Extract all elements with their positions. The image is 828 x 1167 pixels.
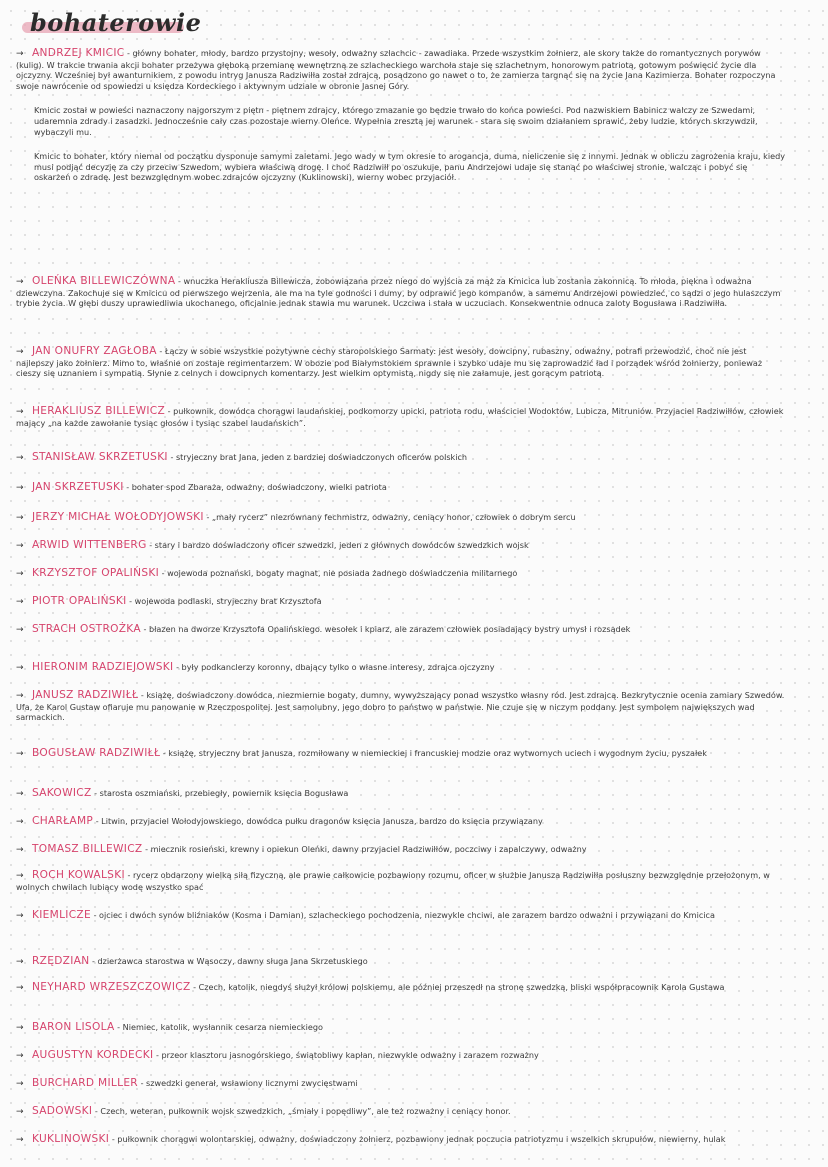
character-name: SADOWSKI — [32, 1105, 93, 1117]
arrow-icon: → — [16, 513, 24, 523]
character-name: BARON LISOLA — [32, 1021, 115, 1033]
paragraph: Kmicic to bohater, który niemal od początku dysponuje samymi zaletami. Jego wady w tym okresie to arogancja, duma, nieliczenie się z innymi. Jednak w obliczu zagrożenia kraju, kiedy musi podjąć decyzję za czy przeciw Szwedom, wybiera właściwą drogę. I choć Radziwiłł po oszukuje, panu Andrzejowi udaje się stanąć po właściwej stronie, walcząc i pobyć się oskarżeń o zdradę. Jest bezwzględnym wobec zdrajców ojczyzny (Kuklinowski), wierny wobec przyjaciół. — [34, 151, 786, 183]
arrow-icon: → — [16, 453, 24, 463]
arrow-icon: → — [16, 541, 24, 551]
arrow-icon: → — [16, 597, 24, 607]
character-name: KRZYSZTOF OPALIŃSKI — [32, 567, 160, 579]
character-description: - rycerz obdarzony wielką siłą fizyczną, ale prawie całkowicie pozbawiony rozumu, oficer w służbie Janusza Radziwiłła posłuszny bezwzględnie przełożonym, w wolnych chwilach lubiący wodę wszystko spać — [16, 870, 770, 892]
character-name: ANDRZEJ KMICIC — [32, 47, 125, 59]
entry-radziejowski — [16, 662, 786, 674]
character-description: - książę, doświadczony dowódca, niezmiernie bogaty, dumny, wywyższający ponad wszystko własny ród. Jest zdrajcą. Bezkrytycznie ocenia zamiary Szwedów. Ufa, że Karol Gustaw ofiaruje mu panowanie w Rzeczpospolitej. Jest samolubny, jego dobro to państwo w państwie. Nie czuje się w niczym poddany. Jest symbolem największych wad sarmackich. — [16, 690, 785, 723]
arrow-icon: → — [16, 1023, 24, 1033]
character-name: SAKOWICZ — [32, 787, 92, 799]
arrow-icon: → — [16, 957, 24, 967]
arrow-icon: → — [16, 789, 24, 799]
character-description: - Niemiec, katolik, wysłannik cesarza niemieckiego — [117, 1022, 323, 1032]
character-name: PIOTR OPALIŃSKI — [32, 595, 127, 607]
arrow-icon: → — [16, 625, 24, 635]
character-name: HERAKLIUSZ BILLEWICZ — [32, 405, 166, 417]
character-name: OLEŃKA BILLEWICZÓWNA — [32, 275, 176, 287]
entry-piotr-opalinski — [16, 596, 786, 608]
character-description: - pułkownik chorągwi wolontarskiej, odważny, doświadczony żołnierz, pozbawiony jednak poczucia patriotyzmu i wszelkich skrupułów, niewierny, hulak — [111, 1134, 726, 1144]
character-name: JAN ONUFRY ZAGŁOBA — [32, 345, 157, 357]
arrow-icon: → — [16, 871, 24, 881]
character-name: ARWID WITTENBERG — [32, 539, 147, 551]
character-name: BURCHARD MILLER — [32, 1077, 138, 1089]
character-name: AUGUSTYN KORDECKI — [32, 1049, 154, 1061]
arrow-icon: → — [16, 347, 24, 357]
character-description: - ojciec i dwóch synów bliźniaków (Kosma i Damian), szlacheckiego pochodzenia, niezwykle chciwi, ale zarazem bardzo odważni i przywiązani do Kmicica — [93, 910, 715, 920]
arrow-icon: → — [16, 817, 24, 827]
character-name: TOMASZ BILLEWICZ — [32, 843, 143, 855]
arrow-icon: → — [16, 845, 24, 855]
arrow-icon: → — [16, 407, 24, 417]
character-name: STANISŁAW SKRZETUSKI — [32, 451, 168, 463]
character-description: - starosta oszmiański, przebiegły, powiernik księcia Bogusława — [94, 788, 349, 798]
paragraph: Kmicic został w powieści naznaczony najgorszym z piętn - piętnem zdrajcy, którego zmazanie go będzie trwało do końca powieści. Pod nazwiskiem Babinicz walczy ze Szwedami, udaremnia zdrady i zasadzki. Jednocześnie cały czas pozostaje wierny Oleńce. Wypełnia zresztą jej warunek - stara się swoim działaniem sprawić, żeby ludzie, których skrzywdził, wybaczyli mu. — [34, 105, 758, 137]
entry-roch-kowalski — [16, 870, 786, 892]
character-description: - Czech, katolik, niegdyś służył królowi polskiemu, ale później przeszedł na stronę szwedzką, bliski współpracownik Karola Gustawa — [193, 982, 725, 992]
character-description: - Litwin, przyjaciel Wołodyjowskiego, dowódca pułku dragonów księcia Janusza, bardzo do księcia przywiązany — [95, 816, 543, 826]
character-description: - były podkanclerzy koronny, dbający tylko o własne interesy, zdrajca ojczyzny — [176, 662, 495, 672]
character-name: KUKLINOWSKI — [32, 1133, 110, 1145]
arrow-icon: → — [16, 1135, 24, 1145]
character-name: CHARŁAMP — [32, 815, 94, 827]
entry-sakowicz — [16, 788, 786, 800]
arrow-icon: → — [16, 663, 24, 673]
character-name: JAN SKRZETUSKI — [32, 481, 124, 493]
character-name: ROCH KOWALSKI — [32, 869, 125, 881]
character-description: - miecznik rosieński, krewny i opiekun Oleńki, dawny przyjaciel Radziwiłłów, poczciwy i zapalczywy, odważny — [145, 844, 587, 854]
entry-olenka — [16, 276, 786, 309]
entry-kuklinowski — [16, 1134, 786, 1146]
entry-strach-ostrozka — [16, 624, 786, 636]
entry-wolodyjowski — [16, 512, 786, 524]
arrow-icon: → — [16, 1079, 24, 1089]
character-description: - „mały rycerz” niezrównany fechmistrz, odważny, ceniący honor, człowiek o dobrym sercu — [206, 512, 576, 522]
character-description: - szwedzki generał, wsławiony licznymi zwycięstwami — [140, 1078, 358, 1088]
arrow-icon: → — [16, 691, 24, 701]
entry-stanislaw-skrzetuski — [16, 452, 786, 464]
arrow-icon: → — [16, 1107, 24, 1117]
character-description: - stary i bardzo doświadczony oficer szwedzki, jeden z głównych dowódców szwedzkich wojsk — [149, 540, 529, 550]
character-description: - pułkownik, dowódca chorągwi laudańskiej, podkomorzy upicki, patriota rodu, właściciel Wodoktów, Lubicza, Mitruniów. Przyjaciel Radziwiłłów, człowiek mający „na każde zawołanie tysiąc głosów i tysiąc szabel laudańskich”. — [16, 406, 784, 428]
arrow-icon: → — [16, 983, 24, 993]
character-description: - dzierżawca starostwa w Wąsoczy, dawny sługa Jana Skrzetuskiego — [92, 956, 368, 966]
entry-rzedzian — [16, 956, 786, 968]
character-description: - wojewoda podlaski, stryjeczny brat Krzysztofa — [129, 596, 322, 606]
entry-jan-skrzetuski — [16, 482, 786, 494]
entry-wittenberg — [16, 540, 786, 552]
character-name: JANUSZ RADZIWIŁŁ — [32, 689, 139, 701]
arrow-icon: → — [16, 49, 24, 59]
arrow-icon: → — [16, 569, 24, 579]
entry-boguslaw-radziwill — [16, 748, 786, 760]
entry-tomasz-billewicz — [16, 844, 786, 856]
character-name: KIEMLICZE — [32, 909, 91, 921]
character-description: - wojewoda poznański, bogaty magnat, nie posiada żadnego doświadczenia militarnego — [161, 568, 518, 578]
entry-charlamp — [16, 816, 786, 828]
arrow-icon: → — [16, 749, 24, 759]
character-description: - wnuczka Herakliusza Billewicza, zobowiązana przez niego do wyjścia za mąż za Kmicica lub zostania zakonnicą. To młoda, piękna i odważna dziewczyna. Zakochuje się w Kmicicu od pierwszego wejrzenia, ale ma na tyle godności i dumy, by odprawić jego kompanów, a samemu Andrzejowi powiedzieć, co sądzi o jego hulaszczym trybie życia. W głębi duszy uprawiedliwia ukochanego, oficjalnie jednak stawia mu warunek. Uczciwa i stała w uczuciach. Konsekwentnie odnuca zaloty Bogusława i Radziwiłła. — [16, 276, 781, 309]
entry-baron-lisola — [16, 1022, 786, 1034]
entry-zagloba — [16, 346, 786, 379]
entry-sadowski — [16, 1106, 786, 1118]
arrow-icon: → — [16, 911, 24, 921]
character-description: - Czech, weteran, pułkownik wojsk szwedzkich, „śmiały i popędliwy”, ale też rozważny i ceniący honor. — [94, 1106, 511, 1116]
arrow-icon: → — [16, 277, 24, 287]
character-description: - książę, stryjeczny brat Janusza, rozmiłowany w niemieckiej i francuskiej modzie oraz wytwornych uciech i wygodnym życiu, pyszałek — [162, 748, 707, 758]
character-description: - błazen na dworze Krzysztofa Opalińskiego. wesołek i kpiarz, ale zarazem człowiek posiadający bystry umysł i rozsądek — [143, 624, 631, 634]
character-description: - bohater spod Zbaraża, odważny, doświadczony, wielki patriota — [126, 482, 387, 492]
character-description: - Łączy w sobie wszystkie pozytywne cechy staropolskiego Sarmaty: jest wesoły, dowcipny, rubaszny, odważny, potrafi przewodzić, choć nie jest najlepszy jako żołnierz. Mimo to, właśnie on zostaje regimentarzem. W obozie pod Białymstokiem sprawnie i szybko udaje mu się zaprowadzić ład i porządek wśród żołnierzy, ponieważ cieszy się uznaniem i sympatią. Słynie z celnych i dowcipnych komentarzy. Jest wielkim optymistą, nigdy się nie załamuje, jest gorącym patriotą. — [16, 346, 763, 379]
character-name: HIERONIM RADZIEJOWSKI — [32, 661, 174, 673]
entry-kmicic — [16, 48, 786, 183]
entry-krzysztof-opalinski — [16, 568, 786, 580]
arrow-icon: → — [16, 1051, 24, 1061]
page-title: bohaterowie — [30, 8, 202, 37]
arrow-icon: → — [16, 483, 24, 493]
character-name: NEYHARD WRZESZCZOWICZ — [32, 981, 191, 993]
character-name: BOGUSŁAW RADZIWIŁŁ — [32, 747, 161, 759]
character-description: - główny bohater, młody, bardzo przystojny, wesoły, odważny szlachcic - zawadiaka. Przede wszystkim żołnierz, ale skory także do romantycznych porywów (kulig). W trakcie trwania akcji bohater przeżywa głęboką przemianę wewnętrzną ze szlacheckiego warchoła staje się szlachetnym, honorowym patriotą, gotowym poświęcić życie dla ojczyzny. Wcześniej był awanturnikiem, z powodu intryg Janusza Radziwiłła został zdrajcą, posądzono go nawet o to, że zamierza targnąć się na życie Jana Kazimierza. Bohater rozpoczyna swoje nawrócenie od spowiedzi u księdza Kordeckiego i aktywnym udziale w obronie Jasnej Góry. — [16, 48, 776, 91]
entry-wrzeszczowicz — [16, 982, 786, 994]
entry-miller — [16, 1078, 786, 1090]
entry-herakliusz — [16, 406, 786, 428]
character-description: - stryjeczny brat Jana, jeden z bardziej doświadczonych oficerów polskich — [170, 452, 468, 462]
entry-kiemlicze — [16, 910, 786, 922]
character-name: JERZY MICHAŁ WOŁODYJOWSKI — [32, 511, 204, 523]
entry-kordecki — [16, 1050, 786, 1062]
character-name: STRACH OSTROŻKA — [32, 623, 141, 635]
character-description: - przeor klasztoru jasnogórskiego, świątobliwy kapłan, niezwykle odważny i zarazem rozważny — [156, 1050, 539, 1060]
entry-janusz-radziwill — [16, 690, 786, 723]
character-name: RZĘDZIAN — [32, 955, 90, 967]
